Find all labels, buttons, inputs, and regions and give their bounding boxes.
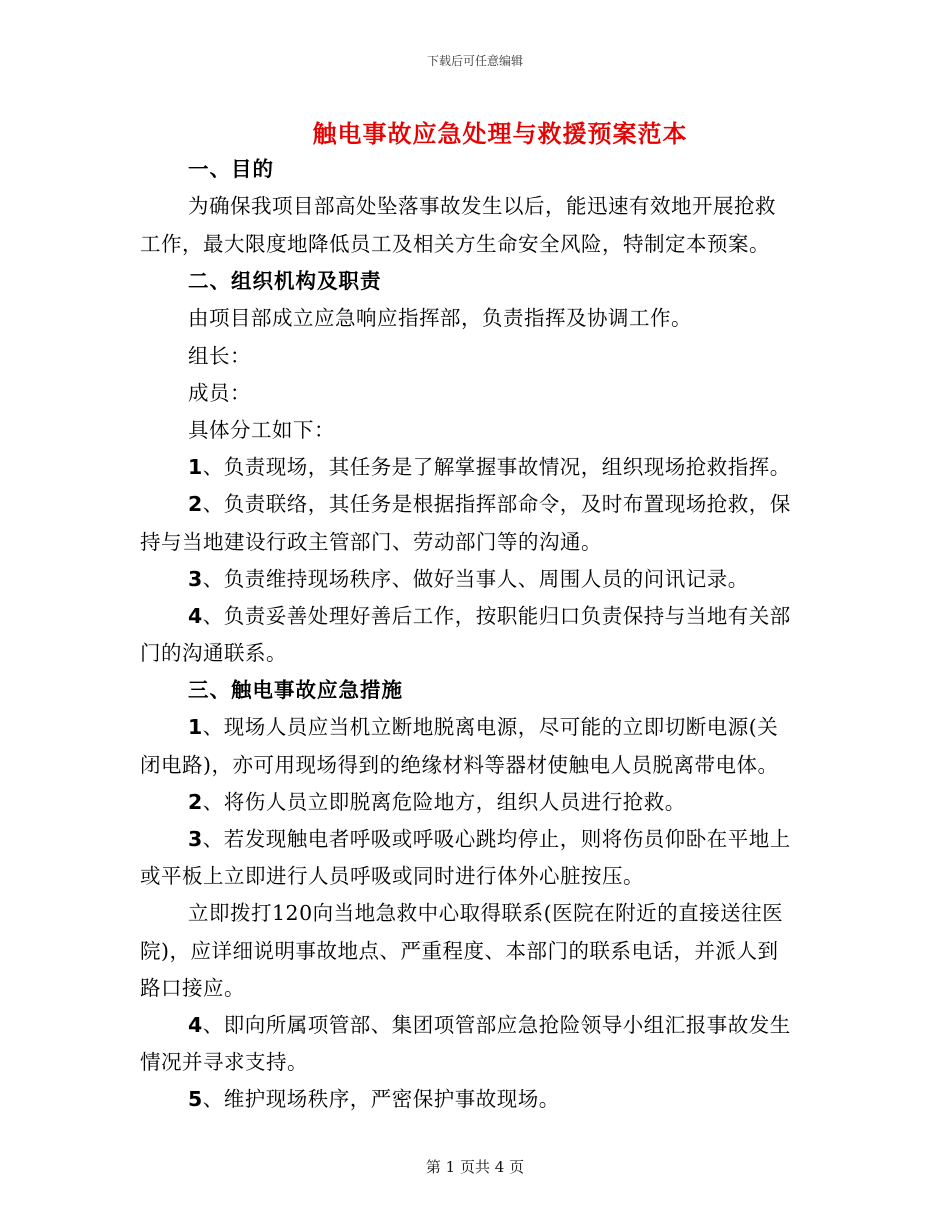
- list-item: [188, 565, 749, 593]
- item-number: 5: [188, 1087, 203, 1111]
- section-heading-purpose: 一、目的: [188, 157, 274, 181]
- item-text: 、现场人员应当机立断地脱离电源，尽可能的立即切断电源(关: [202, 715, 779, 739]
- list-item: [188, 602, 791, 630]
- header-note: 下载后可任意编辑: [426, 54, 523, 68]
- members-label: 成员：: [188, 381, 251, 405]
- division-label: 具体分工如下：: [188, 418, 335, 442]
- item-text: 、负责维持现场秩序、做好当事人、周围人员的问讯记录。: [202, 567, 749, 591]
- section-heading-measures: 三、触电事故应急措施: [188, 678, 403, 702]
- paragraph-line: 持与当地建设行政主管部门、劳动部门等的沟通。: [140, 530, 602, 554]
- list-item: [188, 490, 791, 518]
- list-item: [188, 1011, 791, 1039]
- item-text: 、即向所属项管部、集团项管部应急抢险领导小组汇报事故发生: [202, 1013, 791, 1037]
- paragraph-line: 或平板上立即进行人员呼吸或同时进行体外心脏按压。: [140, 864, 644, 888]
- item-number: 3: [188, 567, 203, 591]
- item-text: 、负责妥善处理好善后工作，按职能归口负责保持与当地有关部: [202, 604, 791, 628]
- paragraph-line: 门的沟通联系。: [140, 641, 287, 665]
- page-footer: 第 1 页共 4 页: [425, 1158, 525, 1176]
- item-number: 2: [188, 790, 203, 814]
- item-text: 、负责联络，其任务是根据指挥部命令，及时布置现场抢救，保: [202, 492, 791, 516]
- item-text: 、负责现场，其任务是了解掌握事故情况，组织现场抢救指挥。: [202, 455, 791, 479]
- paragraph-line: 由项目部成立应急响应指挥部，负责指挥及协调工作。: [188, 306, 692, 330]
- item-text: 、将伤人员立即脱离危险地方，组织人员进行抢救。: [202, 790, 686, 814]
- list-item: [188, 825, 791, 853]
- item-number: 3: [188, 827, 203, 851]
- list-item: [188, 788, 686, 816]
- item-number: 1: [188, 715, 203, 739]
- paragraph-line: 院)，应详细说明事故地点、严重程度、本部门的联系电话，并派人到: [140, 939, 779, 963]
- paragraph-line: 路口接应。: [140, 976, 245, 1000]
- item-number: 1: [188, 455, 203, 479]
- document-title: 触电事故应急处理与救援预案范本: [312, 119, 688, 148]
- section-heading-organization: 二、组织机构及职责: [188, 269, 382, 293]
- paragraph-line: 闭电路)，亦可用现场得到的绝缘材料等器材使触电人员脱离带电体。: [140, 753, 779, 777]
- paragraph-line: 工作，最大限度地降低员工及相关方生命安全风险，特制定本预案。: [140, 232, 770, 256]
- list-item: [188, 453, 791, 481]
- item-text: 、维护现场秩序，严密保护事故现场。: [202, 1087, 560, 1111]
- list-item: [188, 713, 778, 741]
- leader-label: 组长：: [188, 344, 251, 368]
- paragraph-line: 立即拨打120向当地急救中心取得联系(医院在附近的直接送往医: [188, 901, 784, 925]
- list-item: [188, 1085, 560, 1113]
- item-number: 2: [188, 492, 203, 516]
- item-text: 、若发现触电者呼吸或呼吸心跳均停止，则将伤员仰卧在平地上: [202, 827, 791, 851]
- paragraph-line: 为确保我项目部高处坠落事故发生以后，能迅速有效地开展抢救: [188, 194, 776, 218]
- item-number: 4: [188, 604, 203, 628]
- paragraph-line: 情况并寻求支持。: [140, 1050, 308, 1074]
- item-number: 4: [188, 1013, 203, 1037]
